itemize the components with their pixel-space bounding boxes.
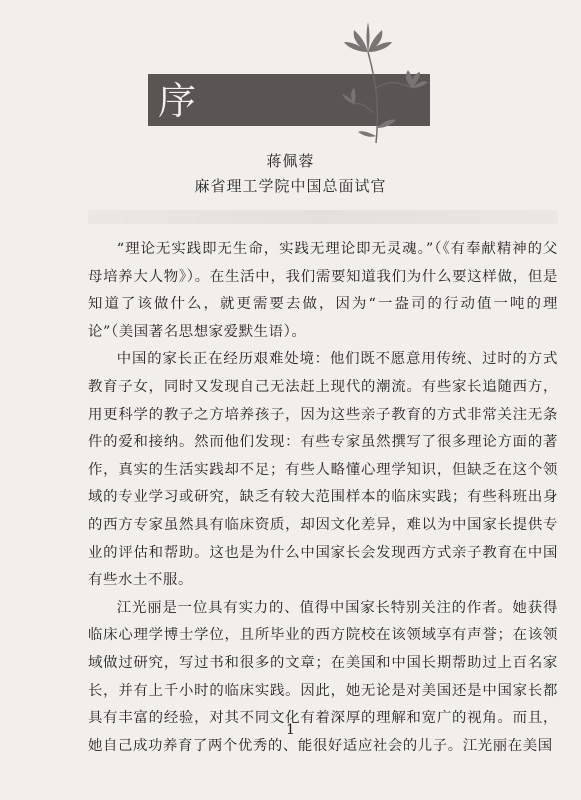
preface-body <box>88 236 558 760</box>
page-title: 序 <box>158 79 197 123</box>
paragraph: 中国的家长正在经历艰难处境：他们既不愿意用传统、过时的方式教育子女，同时又发现自己无法赶上现代的潮流。有些家长追随西方，用更科学的教子之方培养孩子，因为这些亲子教育的方式非常关注无条件的爱和接纳。然而他们发现：有些专家虽然撰写了很多理论方面的著作，真实的生活实践却不足；有些人略懂心理学知识，但缺乏在这个领域的专业学习或研究，缺乏有较大范围样本的临床实践；有些科班出身的西方专家虽然具有临床资质，却因文化差异，难以为中国家长提供专业的评估和帮助。这也是为什么中国家长会发现西方式亲子教育在中国有些水土不服。 <box>88 351 558 589</box>
show-through-shadow <box>88 210 558 224</box>
page-number: 1 <box>286 722 295 738</box>
author-role: 麻省理工学院中国总面试官 <box>194 177 387 195</box>
lotus-flower-icon <box>330 18 470 158</box>
paragraph: 江光丽是一位具有实力的、值得中国家长特别关注的作者。她获得临床心理学博士学位，且所毕业的西方院校在该领域享有声誉；在该领域做过研究，写过书和很多的文章；在美国和中国长期帮助过上百名家长，并有上千小时的临床实践。因此，她无论是对美国还是中国家长都具有丰富的经验，对其不同文化有着深厚的理解和宽广的视角。而且，她自己成功养育了两个优秀的、能很好适应社会的儿子。江光丽在美国 <box>88 599 558 754</box>
author-name: 蒋佩蓉 <box>266 152 315 170</box>
paragraph: “理论无实践即无生命，实践无理论即无灵魂。”（《有奉献精神的父母培养大人物》）。在生活中，我们需要知道我们为什么要这样做，但是知道了该做什么，就更需要去做，因为“一盎司的行动值一吨的理论”（美国著名思想家爱默生语）。 <box>88 241 558 340</box>
